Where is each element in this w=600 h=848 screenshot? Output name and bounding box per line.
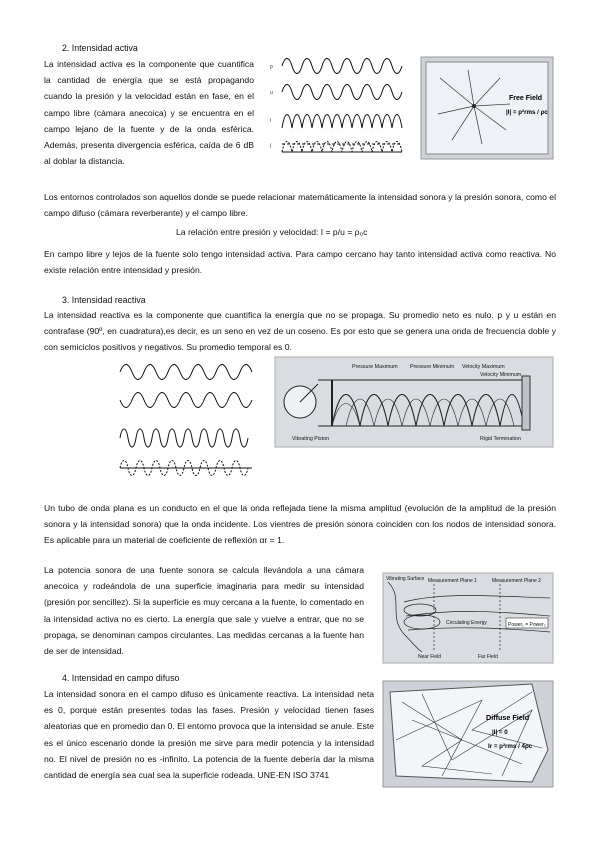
relation-formula: La relación entre presión y velocidad: I = p/u = ρ₀c xyxy=(176,227,368,237)
free-field-paragraph: En campo libre y lejos de la fuente solo tengo intensidad activa. Para campo cercano hay tanto intensidad activa como reactiva. No existe relación entre intensidad y presión. xyxy=(44,249,556,276)
section-3-heading: 3. Intensidad reactiva xyxy=(62,295,146,305)
free-field-formula: |I| = p²rms / ρc xyxy=(506,109,548,116)
near-circulating-label: Circulating Energy xyxy=(446,620,487,626)
svg-text:Ī: Ī xyxy=(270,144,272,150)
section-2-paragraph: La intensidad activa es la componente que cuantifica la cantidad de energía que se está propagando cuando la presión y la velocidad están en fase, en el campo libre (cámara anecoica) y se encuentra en el campo lejano de la fuente y de la onda esférica. Además, presenta divergencia esférica, caída de 6 dB al doblar la distancia. xyxy=(44,59,254,167)
near-plane1-label: Measurement Plane 1 xyxy=(428,578,477,584)
tube-velocity-min-label: Velocity Minimum xyxy=(480,372,522,378)
tube-pressure-min-label: Pressure Minimum xyxy=(410,364,455,370)
diffuse-line1: |I| = 0 xyxy=(492,729,508,736)
section-3-paragraph: La intensidad reactiva es la componente que cuantifica la energía que no se propaga. Su promedio neto es nulo. p y u están en contrafase (90º, en cuadratura),es decir, es un seno en vez de un coseno. Es por esto que se genera una onda de frecuencia doble y con semiciclos positivos y negativos. Su promedio temporal es 0. xyxy=(44,310,556,353)
section-2-heading: 2. Intensidad activa xyxy=(62,43,138,53)
far-field-label: Far Field xyxy=(478,654,498,660)
tube-termination-label: Rigid Termination xyxy=(480,436,521,442)
section-4-paragraph: La intensidad sonora en el campo difuso es únicamente reactiva. La intensidad neta es 0, porque están presentes todas las fases. Presión y velocidad tienen fases aleatorias que en promedio dan 0. El entorno provoca que la intensidad se anule. Este es el único escenario donde la presión me sirve para medir potencia y la intensidad no. El nivel de presión no es -infinito. La potencia de la fuente debería dar la misma cantidad de energía sea cual sea la superficie rodeada. UNE-EN ISO 3741 xyxy=(44,689,374,781)
diffuse-field-figure xyxy=(382,680,554,788)
intensity-wave xyxy=(282,115,402,129)
near-field-figure xyxy=(382,572,554,664)
free-field-figure xyxy=(420,56,554,160)
near-power-label: Power₁ = Power₂ xyxy=(508,622,546,628)
velocity-wave xyxy=(282,85,402,100)
controlled-env-paragraph: Los entornos controlados son aquellos donde se puede relacionar matemáticamente la intensidad sonora y la presión sonora, como el campo difuso (cámara reverberante) y el campo libre. xyxy=(44,192,556,219)
svg-text:u: u xyxy=(270,90,273,96)
source-dot xyxy=(472,104,476,108)
near-vibrating-surface-label: Vibrating Surface xyxy=(386,576,425,582)
quadrature-waves-figure xyxy=(100,356,260,496)
rigid-termination-block xyxy=(522,376,530,430)
phase-waves-figure xyxy=(268,52,406,164)
pressure-wave xyxy=(282,59,402,74)
tube-pressure-max-label: Pressure Maximum xyxy=(352,364,398,370)
section-4-heading: 4. Intensidad en campo difuso xyxy=(62,673,180,683)
sound-power-paragraph: La potencia sonora de una fuente sonora se calcula llevándola a una cámara anecoica y rodeándola de una superficie imaginaria para medir su intensidad (presión por sencillez). Si la superficie es muy cercana a la fuente, lo comentado en la intensidad activa no es cierto. La energía que sale y vuelve a entrar, que no se propaga, se denominan campos circulantes. Las medidas cercanas a la fuente han de ser de intensidad. xyxy=(44,565,364,657)
tube-velocity-max-label: Velocity Maximum xyxy=(462,364,505,370)
mean-intensity-wave xyxy=(282,142,402,153)
svg-text:p: p xyxy=(270,64,273,70)
near-field-label: Near Field xyxy=(418,654,442,660)
plane-wave-tube-figure xyxy=(274,356,554,448)
free-field-title: Free Field xyxy=(509,95,543,102)
diffuse-line2: Ir = p²rms / 4ρc xyxy=(488,743,533,750)
diffuse-field-title: Diffuse Field xyxy=(486,713,530,722)
near-plane2-label: Measurement Plane 2 xyxy=(492,578,541,584)
plane-wave-tube-paragraph: Un tubo de onda plana es un conducto en el que la onda reflejada tiene la misma amplitud (evolución de la amplitud de la presión sonora y la intensidad sonora) que la onda incidente. Los vientres de presión sonora coinciden con los nodos de intensidad sonora. Es aplicable para un material de coeficiente de reflexión αr = 1. xyxy=(44,503,556,546)
svg-text:I: I xyxy=(270,118,272,124)
tube-piston-label: Vibrating Piston xyxy=(292,436,330,442)
